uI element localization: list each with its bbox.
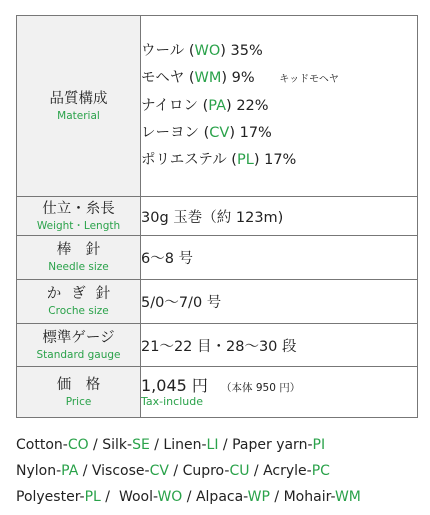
legend-fiber-code: CV <box>149 463 169 479</box>
material-code: PL <box>236 152 254 168</box>
material-line: ナイロン (PA) 22% <box>141 98 269 114</box>
material-percent: 17% <box>264 152 297 168</box>
spec-row-material <box>17 16 418 197</box>
spec-row-weight <box>17 197 418 236</box>
price-value: 1,045 円 <box>141 376 208 395</box>
legend-fiber-name: Wool- <box>118 489 158 505</box>
legend-separator: / <box>100 489 119 505</box>
legend-fiber-name: Viscose- <box>91 463 150 479</box>
gauge-label-jp: 標準ゲージ <box>42 329 115 346</box>
crochet-label-cell <box>17 280 141 324</box>
spec-row-crochet <box>17 280 418 324</box>
legend-separator: / <box>88 437 103 453</box>
legend-separator: / <box>182 489 196 505</box>
legend-fiber-name: Linen- <box>163 437 207 453</box>
price-label-cell <box>17 367 141 418</box>
fiber-code-legend <box>16 432 426 510</box>
weight-label-cell <box>17 197 141 236</box>
material-value-cell <box>141 16 418 197</box>
legend-separator: / <box>78 463 92 479</box>
price-line <box>141 376 417 395</box>
legend-separator: / <box>168 463 183 479</box>
legend-fiber-code: PI <box>312 437 326 453</box>
material-percent: 9% <box>231 70 255 86</box>
material-code: CV <box>209 125 230 141</box>
needle-label-en: Needle size <box>48 261 109 273</box>
material-percent: 17% <box>239 125 272 141</box>
legend-fiber-name: Paper yarn- <box>232 437 313 453</box>
gauge-value: 21〜22 目・28〜30 段 <box>141 338 297 355</box>
legend-fiber-name: Mohair- <box>283 489 335 505</box>
material-note: キッドモヘヤ <box>279 74 339 85</box>
material-code: PA <box>208 98 227 114</box>
legend-separator: / <box>249 463 264 479</box>
legend-fiber-code: WO <box>157 489 183 505</box>
crochet-value: 5/0〜7/0 号 <box>141 295 222 311</box>
legend-fiber-code: PA <box>61 463 79 479</box>
legend-separator: / <box>269 489 284 505</box>
crochet-label-jp: かぎ針 <box>46 286 121 302</box>
material-name: ポリエステル <box>141 152 227 168</box>
gauge-label-en: Standard gauge <box>36 348 121 361</box>
gauge-value-cell <box>141 324 418 367</box>
crochet-value-cell <box>141 280 418 324</box>
material-name: モヘヤ <box>141 70 185 86</box>
legend-fiber-name: Polyester- <box>16 489 85 505</box>
tax-include-label: Tax-include <box>141 395 203 408</box>
weight-value: 30g 玉巻（約 123m) <box>141 209 284 226</box>
price-label-en: Price <box>65 395 92 408</box>
material-percent: 35% <box>230 43 263 59</box>
material-label-cell <box>17 16 141 197</box>
needle-value: 6〜8 号 <box>141 251 194 267</box>
legend-fiber-name: Acryle- <box>263 463 312 479</box>
legend-fiber-name: Cupro- <box>182 463 230 479</box>
weight-value-cell <box>141 197 418 236</box>
material-line: モヘヤ (WM) 9% キッドモヘヤ <box>141 70 339 86</box>
material-name: レーヨン <box>141 125 199 141</box>
material-percent: 22% <box>236 98 269 114</box>
legend-fiber-name: Cotton- <box>16 437 68 453</box>
legend-fiber-code: CU <box>229 463 250 479</box>
price-note: （本体 950 円） <box>221 382 301 394</box>
material-name: ナイロン <box>141 98 198 114</box>
crochet-label-en: Croche size <box>48 305 109 317</box>
legend-fiber-code: PL <box>84 489 101 505</box>
needle-label-cell <box>17 236 141 280</box>
spec-row-gauge <box>17 324 418 367</box>
weight-label-en: Weight・Length <box>36 219 121 232</box>
legend-fiber-code: LI <box>206 437 219 453</box>
material-code: WM <box>194 70 222 86</box>
legend-separator: / <box>149 437 164 453</box>
legend-fiber-code: WM <box>334 489 361 505</box>
spec-table <box>16 15 418 418</box>
price-label-jp: 価 格 <box>56 376 101 393</box>
spec-row-needle <box>17 236 418 280</box>
legend-fiber-name: Alpaca- <box>195 489 248 505</box>
material-line: ポリエステル (PL) 17% <box>141 152 297 168</box>
material-name: ウール <box>141 43 185 59</box>
legend-fiber-name: Nylon- <box>16 463 62 479</box>
legend-separator: / <box>218 437 233 453</box>
material-line: レーヨン (CV) 17% <box>141 125 272 141</box>
needle-label-jp: 棒 針 <box>56 242 101 258</box>
material-label-jp: 品質構成 <box>49 90 108 107</box>
legend-row <box>16 458 426 484</box>
legend-row <box>16 484 426 510</box>
spec-row-price <box>17 367 418 418</box>
material-line: ウール (WO) 35% <box>141 43 263 59</box>
legend-fiber-code: CO <box>67 437 89 453</box>
legend-fiber-name: Silk- <box>102 437 133 453</box>
price-value-cell <box>141 367 418 418</box>
gauge-label-cell <box>17 324 141 367</box>
legend-row <box>16 432 426 458</box>
weight-label-jp: 仕立・糸長 <box>42 200 115 217</box>
legend-fiber-code: WP <box>247 489 270 505</box>
legend-fiber-code: SE <box>132 437 150 453</box>
needle-value-cell <box>141 236 418 280</box>
legend-fiber-code: PC <box>311 463 330 479</box>
material-label-en: Material <box>57 109 100 122</box>
material-code: WO <box>194 43 221 59</box>
